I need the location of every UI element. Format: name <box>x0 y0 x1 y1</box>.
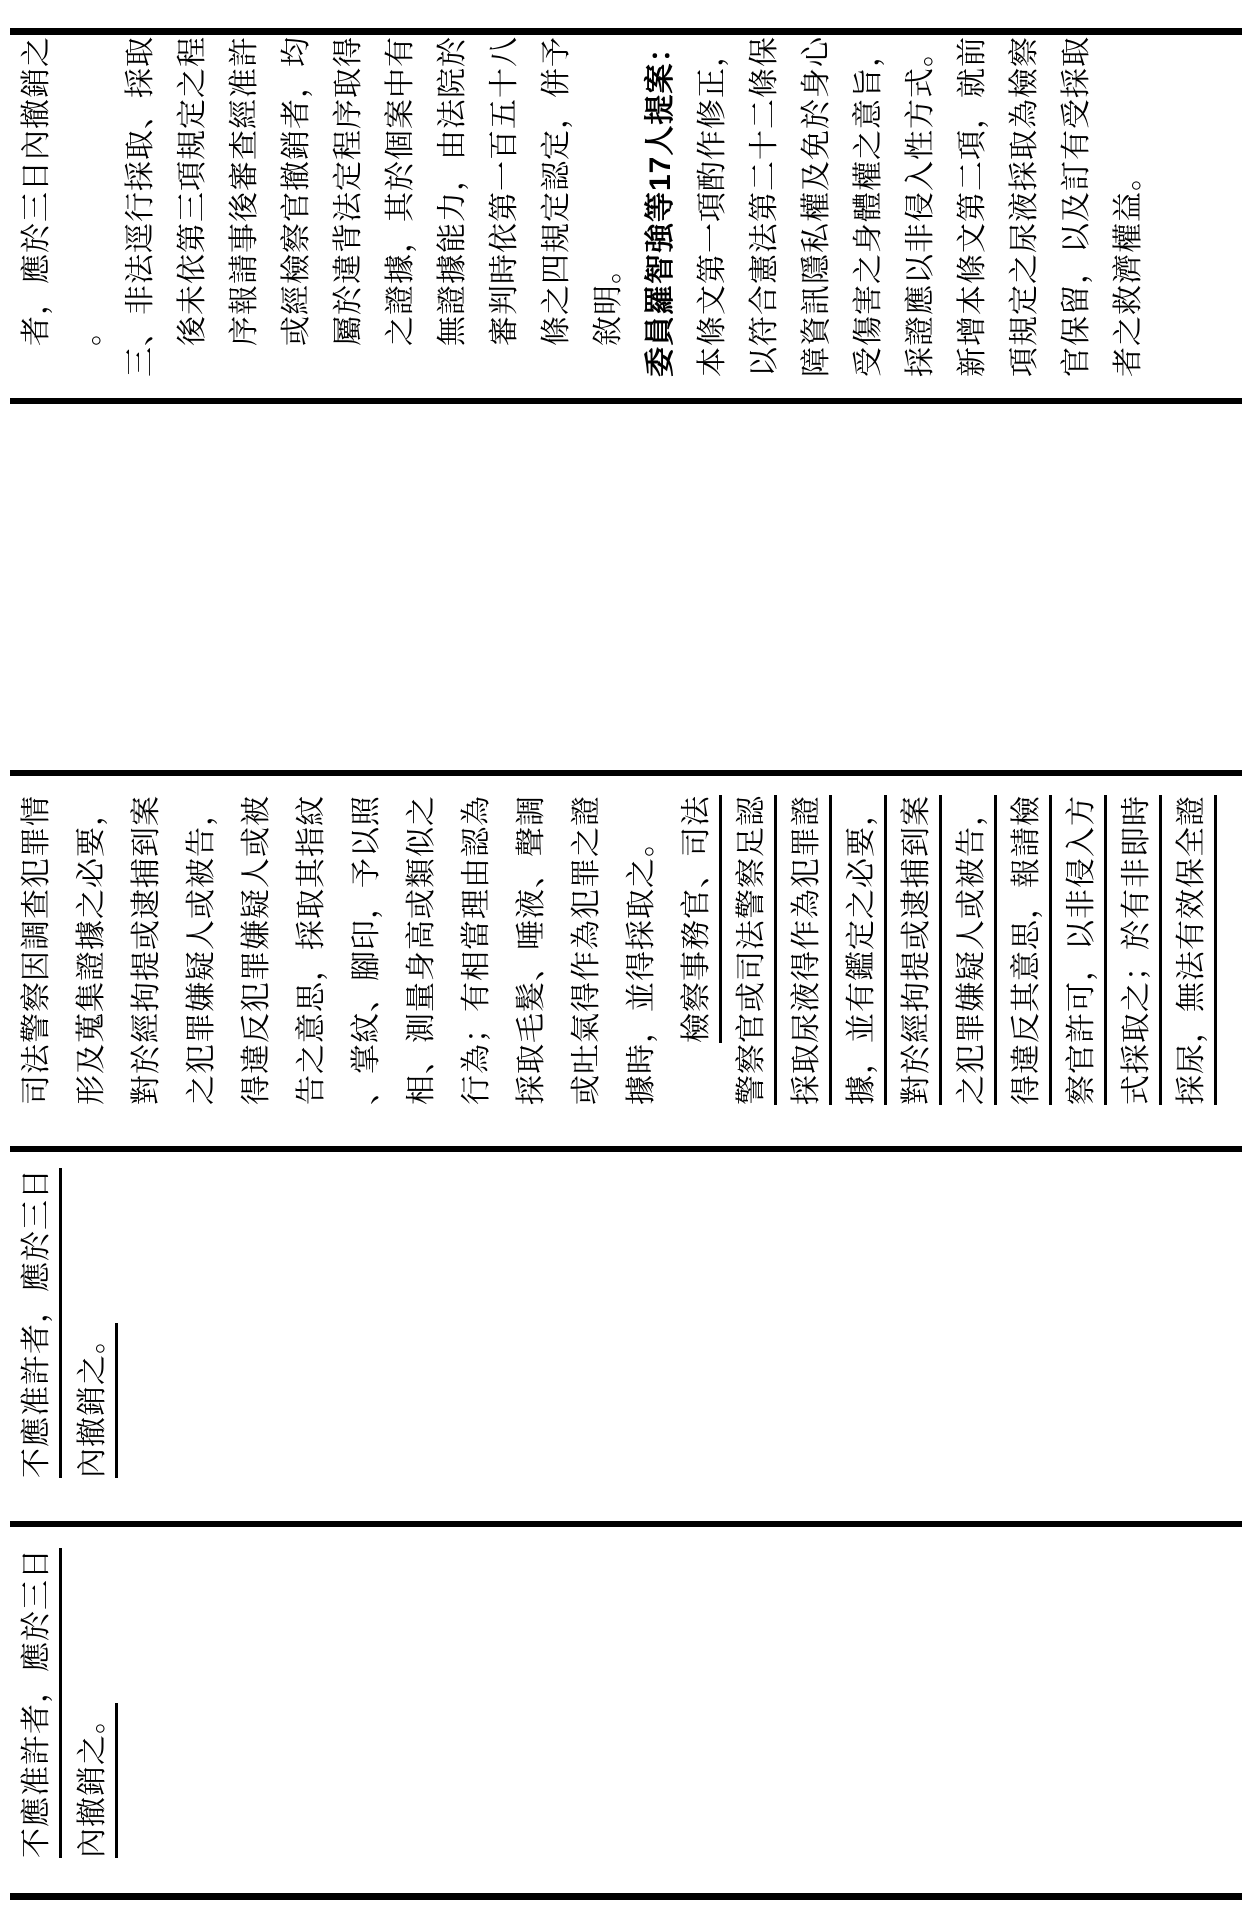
text-line <box>572 776 627 1105</box>
text-segment: 不應准許者，應於三日 <box>22 1168 62 1478</box>
text-line <box>78 1527 134 1858</box>
text-line <box>187 776 242 1105</box>
text-line <box>902 776 957 1105</box>
text-line <box>334 35 386 377</box>
text-line <box>958 35 1010 377</box>
text-segment: 據，並有鑑定之必要， <box>847 795 887 1105</box>
text-line <box>906 35 958 377</box>
text-segment: 相、測量身高或類似之 <box>405 795 438 1105</box>
text-segment: 不應准許者，應於三日 <box>22 1548 62 1858</box>
text-segment: 採證應以非侵入性方式。 <box>904 36 937 377</box>
text-segment: 。 <box>72 315 105 346</box>
text-segment: 或吐氣得作為犯罪之證 <box>570 795 603 1105</box>
text-segment: 告之意思，採取其指紋 <box>295 795 328 1105</box>
text-segment: 得違反其意思，報請檢 <box>1012 795 1052 1105</box>
text-segment: 三、非法逕行採取、採取 <box>124 36 157 377</box>
text-line <box>750 35 802 377</box>
table-column-explanation <box>0 31 1253 398</box>
text-segment: 條之四規定認定，併予 <box>540 36 573 346</box>
text-line <box>517 776 572 1105</box>
text-segment: 之證據，其於個案中有 <box>384 36 417 346</box>
text-segment: 官保留，以及訂有受採取 <box>1060 36 1093 377</box>
text-line <box>132 776 187 1105</box>
text-line <box>792 776 847 1105</box>
text-segment: 之犯罪嫌疑人或被告， <box>185 795 218 1105</box>
text-segment: 司法警察因調查犯罪情 <box>20 795 53 1105</box>
text-line <box>847 776 902 1105</box>
text-segment: 本條文第一項酌作修正， <box>696 36 729 377</box>
text-line <box>957 776 1012 1105</box>
text-line <box>178 35 230 377</box>
text-segment: 者，應於三日內撤銷之 <box>20 36 53 346</box>
table-border-rule <box>10 28 1242 35</box>
text-line <box>438 35 490 377</box>
text-segment: 對於經拘提或逮捕到案 <box>130 795 163 1105</box>
text-segment: 序報請事後審查經准許 <box>228 36 261 346</box>
text-segment: 檢察事務官、司法 <box>682 795 722 1043</box>
table-column-amendment-left-inner <box>0 1152 1253 1521</box>
table-border-rule <box>10 1893 1242 1900</box>
text-line <box>386 35 438 377</box>
text-line <box>297 776 352 1105</box>
text-segment: 、掌紋、腳印，予以照 <box>350 795 383 1105</box>
text-segment: 新增本條文第二項，就前 <box>956 36 989 377</box>
table-column-proposal-text <box>0 776 1253 1146</box>
proposal-header-text: 委員羅智強等17人提案： <box>644 31 677 377</box>
text-segment: 之犯罪嫌疑人或被告， <box>957 795 997 1105</box>
text-segment: 審判時依第一百五十八 <box>488 36 521 346</box>
text-line <box>242 776 297 1105</box>
text-segment: 採取毛髮、唾液、聲調 <box>515 795 548 1105</box>
text-line <box>737 776 792 1105</box>
text-line <box>682 776 737 1105</box>
text-segment: 後未依第三項規定之程 <box>176 36 209 346</box>
text-segment: 形及蒐集證據之必要， <box>75 795 108 1105</box>
text-line <box>698 35 750 377</box>
text-segment: 對於經拘提或逮捕到案 <box>902 795 942 1105</box>
text-line <box>78 1152 134 1478</box>
text-line <box>854 35 906 377</box>
text-line <box>1010 35 1062 377</box>
text-line <box>22 1527 78 1858</box>
text-line <box>594 35 646 377</box>
text-line <box>462 776 517 1105</box>
text-segment: 式採取之；於有非即時 <box>1122 795 1162 1105</box>
text-line <box>1067 776 1122 1105</box>
text-line <box>22 1152 78 1478</box>
text-line <box>1062 35 1114 377</box>
text-line <box>74 35 126 377</box>
text-line <box>644 31 698 377</box>
text-line <box>230 35 282 377</box>
text-segment: 敘明。 <box>592 253 625 346</box>
text-line <box>352 776 407 1105</box>
text-line <box>22 35 74 377</box>
text-segment: 採尿，無法有效保全證 <box>1177 795 1217 1105</box>
text-segment: 屬於違背法定程序取得 <box>332 36 365 346</box>
text-line <box>1012 776 1067 1105</box>
text-line <box>542 35 594 377</box>
text-segment: 項規定之尿液採取為檢察 <box>1008 36 1041 377</box>
text-segment: 受傷害之身體權之意旨， <box>852 36 885 377</box>
text-line <box>627 776 682 1105</box>
text-line <box>22 776 77 1105</box>
text-line <box>77 776 132 1105</box>
table-column-rule <box>10 398 1242 404</box>
text-segment: 據時，並得採取之。 <box>625 826 658 1105</box>
text-segment: 無證據能力，由法院於 <box>436 36 469 346</box>
text-line <box>490 35 542 377</box>
text-segment: 察官許可，以非侵入方 <box>1067 795 1107 1105</box>
text-line <box>1177 776 1232 1105</box>
text-segment: 障資訊隱私權及免於身心 <box>800 36 833 377</box>
text-segment: 者之救濟權益。 <box>1112 160 1145 377</box>
text-segment: 採取尿液得作為犯罪證 <box>792 795 832 1105</box>
text-line <box>1114 35 1166 377</box>
text-segment: 以符合憲法第二十二條保 <box>748 36 781 377</box>
text-segment: 或經檢察官撤銷者，均 <box>280 36 313 346</box>
text-line <box>1122 776 1177 1105</box>
text-segment: 內撤銷之。 <box>78 1323 118 1478</box>
text-line <box>802 35 854 377</box>
text-line <box>407 776 462 1105</box>
text-line <box>282 35 334 377</box>
text-segment: 警察官或司法警察足認 <box>737 795 777 1105</box>
text-line <box>126 35 178 377</box>
text-segment: 得違反犯罪嫌疑人或被 <box>240 795 273 1105</box>
text-segment: 行為；有相當理由認為 <box>460 795 493 1105</box>
table-column-amendment-left-outer <box>0 1527 1253 1893</box>
text-segment: 內撤銷之。 <box>78 1703 118 1858</box>
